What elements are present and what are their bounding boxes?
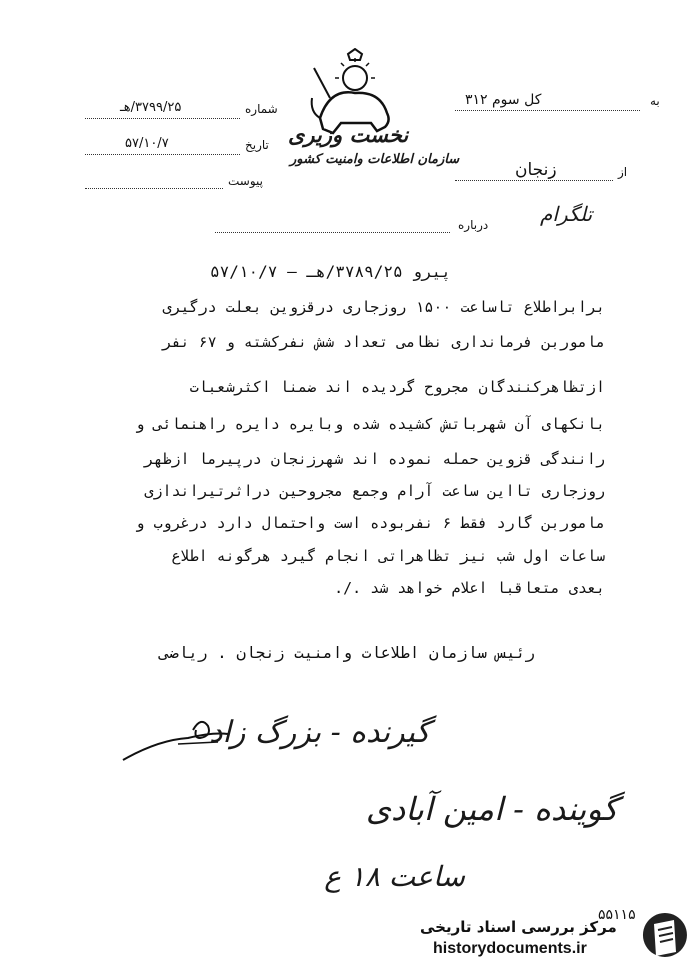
recipient-prefix: به bbox=[650, 94, 660, 108]
sender-value: زنجان bbox=[515, 160, 557, 180]
body-line-6: روزجاری تااین ساعت آرام وجمع مجروحین دراثرتیراندازی bbox=[144, 482, 605, 500]
number-value: ۳۷۹۹/۲۵/هـ bbox=[120, 100, 182, 115]
subject-dotted-line bbox=[215, 232, 450, 233]
watermark-url: historydocuments.ir bbox=[433, 940, 587, 957]
date-dotted-line bbox=[85, 154, 240, 155]
body-line-4: بانکهای آن شهرباتش کشیده شده وبایره دایره راهنمائی و bbox=[135, 415, 605, 433]
body-line-9: بعدی متعاقبا اعلام خواهد شد ./. bbox=[334, 579, 605, 597]
recipient-value: کل سوم ۳۱۲ bbox=[465, 92, 542, 108]
recipient-dotted-line bbox=[455, 110, 640, 111]
number-label: شماره bbox=[245, 102, 278, 116]
date-value: ۵۷/۱۰/۷ bbox=[125, 136, 169, 151]
ministry-title: نخست وزیری bbox=[288, 122, 409, 147]
body-line-7: ماموربن گارد فقط ۶ نفربوده است واحتمال دارد درغروب و bbox=[135, 514, 605, 532]
attachment-dotted-line bbox=[85, 188, 223, 189]
body-line-5: رانندگی قزوین حمله نموده اند شهرزنجان درپیرما ازظهر bbox=[144, 450, 605, 468]
body-line-8: ساعات اول شب نیز تظاهراتی انجام گیرد هرگونه اطلاع bbox=[171, 547, 605, 565]
handwritten-speaker: گوینده - امین آبادی bbox=[365, 790, 618, 828]
document-archive-logo-icon bbox=[640, 910, 690, 965]
handwritten-time: ساعت ۱۸ ع bbox=[324, 860, 465, 893]
handwritten-receiver: گیرنده - بزرگ زاد bbox=[209, 715, 430, 750]
sender-dotted-line bbox=[455, 180, 613, 181]
sender-prefix: از bbox=[618, 165, 628, 179]
date-label: تاریخ bbox=[245, 138, 269, 152]
body-line-1: برابراطلاع تاساعت ۱۵۰۰ روزجاری درقزوین بعلت درگیری bbox=[162, 298, 605, 316]
body-line-2: ماموربن فرمانداری نظامی تعداد شش نفرکشته و ۶۷ نفر bbox=[162, 333, 605, 351]
organization-title: سازمان اطلاعات وامنیت کشور bbox=[290, 152, 460, 167]
watermark-title: مرکز بررسی اسناد تاریخی bbox=[420, 918, 617, 936]
body-line-3: ازتظاهرکنندگان مجروح گردیده اند ضمنا اکثرشعبات bbox=[189, 378, 605, 396]
reference-line: پیرو ۳۷۸۹/۲۵/هـ — ۵۷/۱۰/۷ bbox=[210, 262, 451, 281]
signature-line: رئیس سازمان اطلاعات وامنیت زنجان . ریاضی bbox=[159, 643, 535, 662]
document-code: ۵۵۱۱۵ bbox=[598, 907, 636, 923]
number-dotted-line bbox=[85, 118, 240, 119]
subject-label: درباره bbox=[458, 218, 489, 232]
attachment-label: پیوست bbox=[228, 174, 263, 188]
telegram-label: تلگرام bbox=[540, 202, 593, 226]
